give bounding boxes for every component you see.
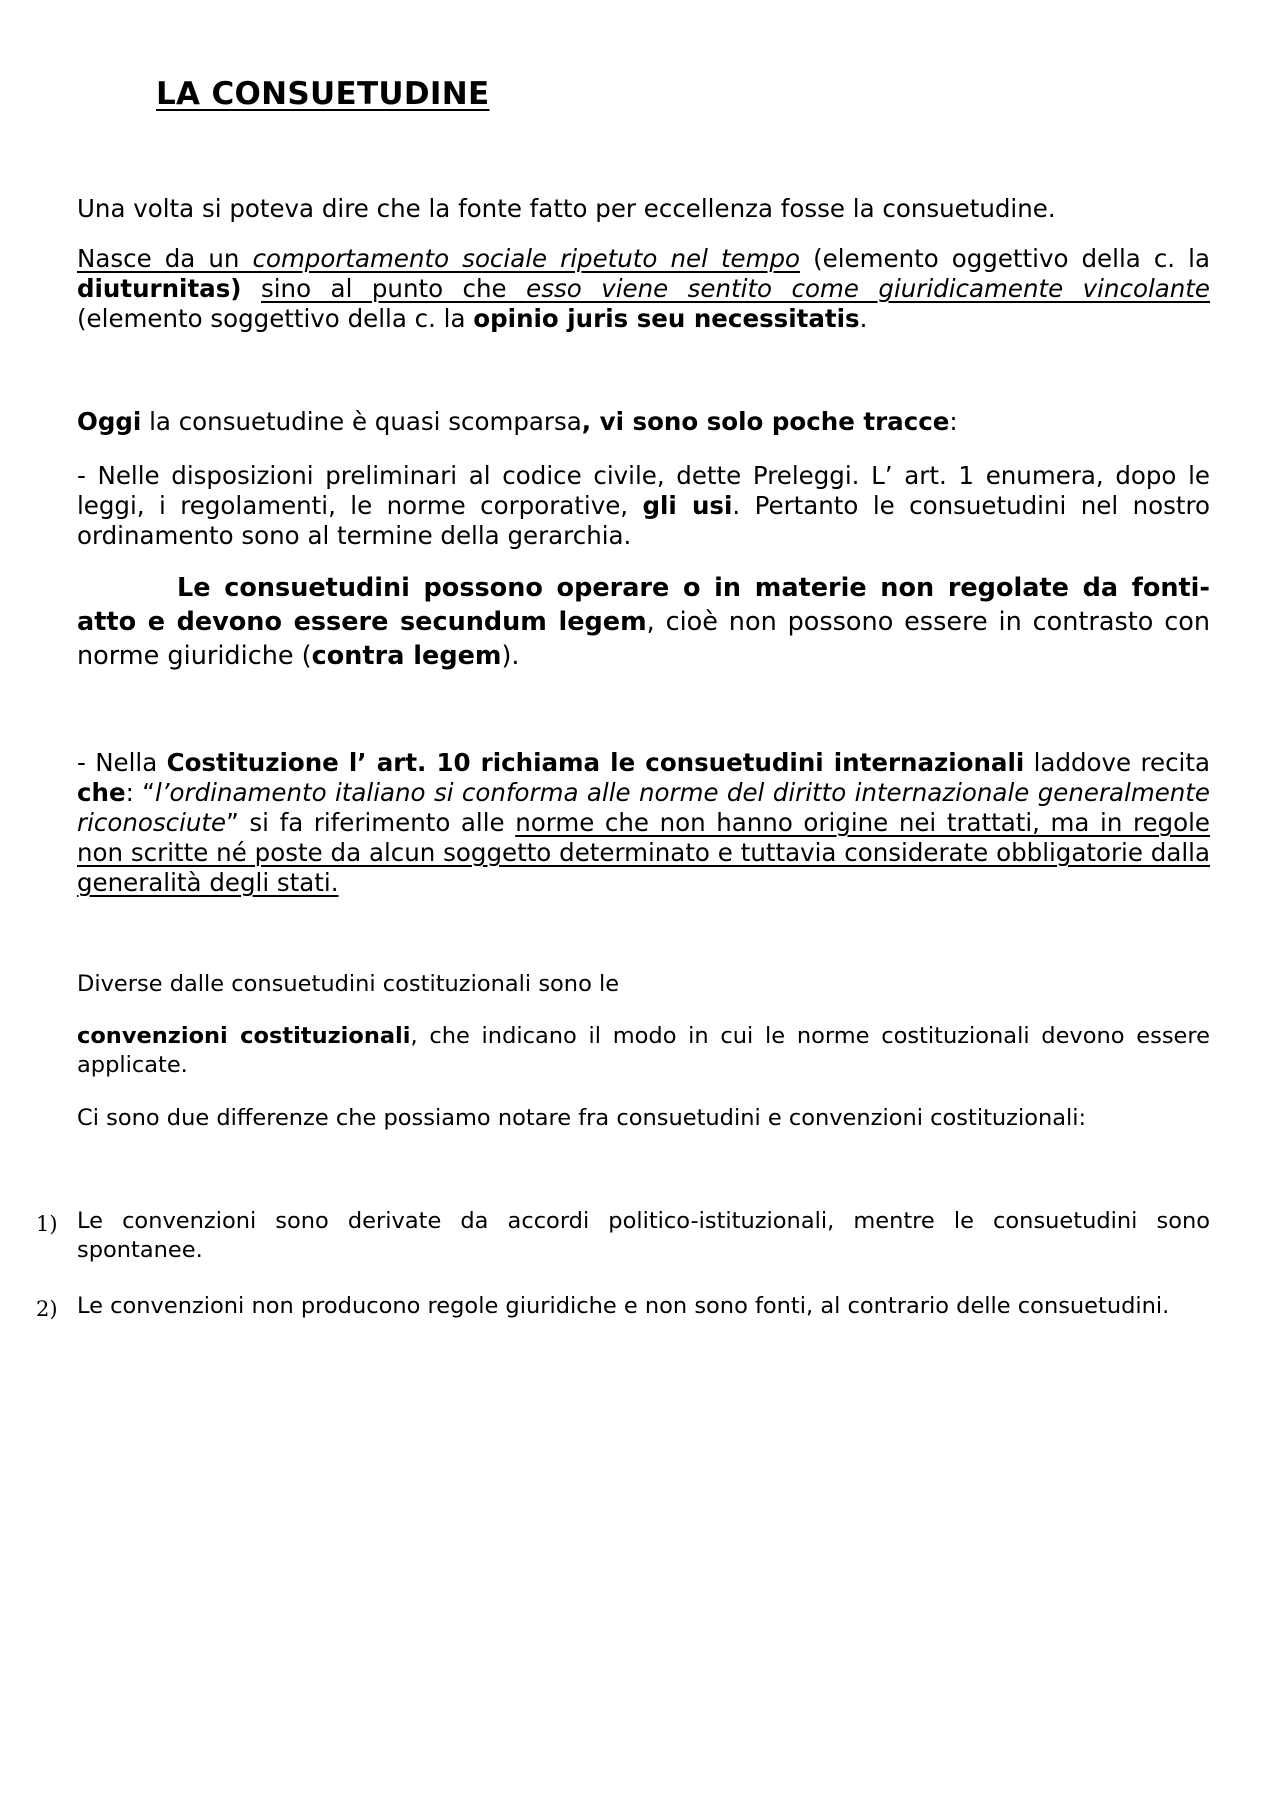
paragraph-today: Oggi la consuetudine è quasi scomparsa, vi sono solo poche tracce: [77,407,958,436]
list-number: 1) [36,1212,58,1236]
list-number: 2) [36,1297,58,1321]
paragraph-convenzioni: convenzioni costituzionali, che indicano il modo in cui le norme costituzionali devono essere applicate. [77,1023,1210,1078]
paragraph-intro: Una volta si poteva dire che la fonte fatto per eccellenza fosse la consuetudine. [77,194,1056,223]
page-title: LA CONSUETUDINE [156,76,490,112]
paragraph-costituzione: - Nella Costituzione l’ art. 10 richiama le consuetudini internazionali laddove recita che: “l’ordinamento italiano si conforma alle norme del diritto internazionale generalmente riconosciute” si fa riferimento alle norme che non hanno origine nei trattati, ma in regole non scritte né poste da alcun soggetto determinato e tuttavia considerate obbligatorie dalla generalità degli stati. [77,748,1210,897]
paragraph-origin: Nasce da un comportamento sociale ripetuto nel tempo (elemento oggettivo della c. la diuturnitas) sino al punto che esso viene sentito come giuridicamente vincolante (elemento soggettivo della c. la opinio juris seu necessitatis. [77,244,1210,333]
paragraph-secundum-legem: Le consuetudini possono operare o in materie non regolate da fonti-atto e devono essere secundum legem, cioè non possono essere in contrasto con norme giuridiche (contra legem). [77,573,1210,671]
paragraph-preleggi: - Nelle disposizioni preliminari al codice civile, dette Preleggi. L’ art. 1 enumera, dopo le leggi, i regolamenti, le norme corporative, gli usi. Pertanto le consuetudini nel nostro ordinamento sono al termine della gerarchia. [77,461,1210,550]
paragraph-diverse: Diverse dalle consuetudini costituzionali sono le [77,971,620,997]
list-item: Le convenzioni non producono regole giuridiche e non sono fonti, al contrario delle consuetudini. [77,1293,1170,1319]
paragraph-differenze: Ci sono due differenze che possiamo notare fra consuetudini e convenzioni costituzionali: [77,1105,1087,1131]
list-item: Le convenzioni sono derivate da accordi politico-istituzionali, mentre le consuetudini sono spontanee. [77,1208,1210,1263]
